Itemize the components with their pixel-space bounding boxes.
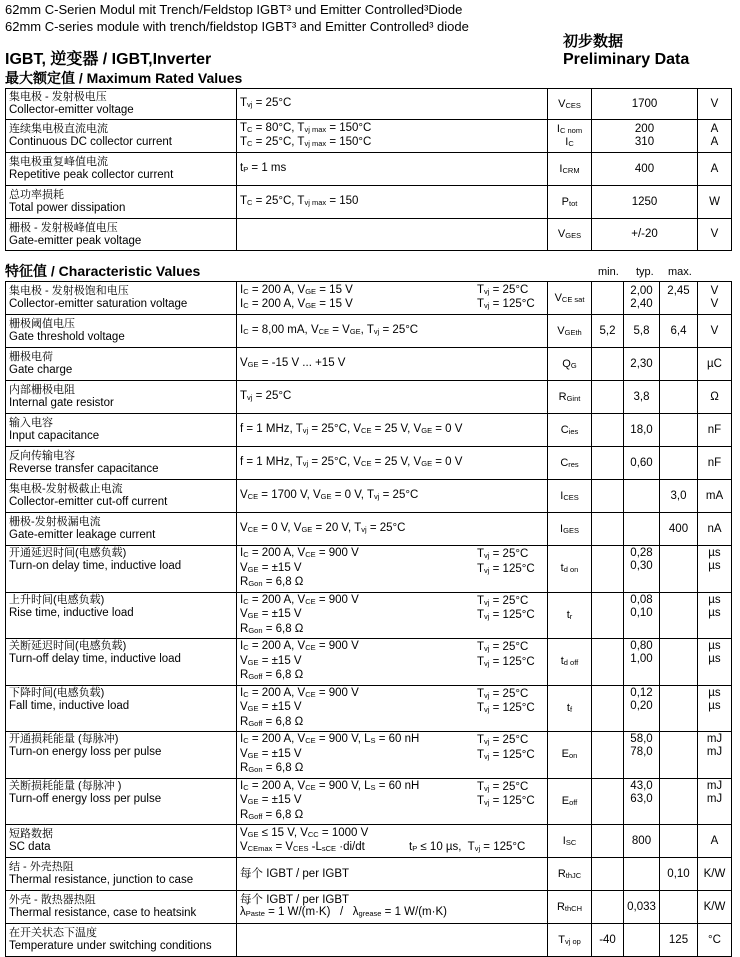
param-unit: Ω: [698, 381, 732, 414]
param-symbol: $T_{vj op}$: [548, 924, 592, 957]
value-typ: [624, 513, 660, 546]
value-typ: 0,08 0,10: [624, 592, 660, 639]
value-typ: 18,0: [624, 414, 660, 447]
param-description: 集电极 - 发射极饱和电压 Collector-emitter saturation voltage: [6, 282, 237, 315]
param-description: 集电极-发射极截止电流 Collector-emitter cut-off current: [6, 480, 237, 513]
value-min: [592, 858, 624, 891]
value-max: 3,0: [660, 480, 698, 513]
param-description: 下降时间(电感负载) Fall time, inductive load: [6, 685, 237, 732]
test-conditions: $I_C = 200$ A, $V_{CE} = 900$ V, $L_S = 60$ nH $V_{GE} = \pm 15$ V $R_{Goff} = 6,8$ Ω $T_{vj} = 25^\circ C$ $T_{vj} = 125^\circ C$: [237, 778, 548, 825]
param-unit: mA: [698, 480, 732, 513]
section-title: IGBT, 逆变器 / IGBT,Inverter: [5, 51, 212, 68]
value-max: [660, 546, 698, 593]
param-description: 关断损耗能量 (每脉冲 ) Turn-off energy loss per pulse: [6, 778, 237, 825]
param-unit: nA: [698, 513, 732, 546]
value-typ: 0,80 1,00: [624, 639, 660, 686]
characteristic-title: 特征值 / Characteristic Values: [5, 263, 201, 279]
table-row: [6, 447, 732, 480]
param-description: 短路数据 SC data: [6, 825, 237, 858]
max-header: max.: [668, 266, 692, 278]
table-row: [6, 219, 732, 251]
value-min: [592, 546, 624, 593]
value-typ: 0,60: [624, 447, 660, 480]
value-typ: 43,0 63,0: [624, 778, 660, 825]
test-conditions: $I_C = 200$ A, $V_{CE} = 900$ V $V_{GE} = \pm 15$ V $R_{Gon} = 6,8$ Ω $T_{vj} = 25^\circ C$ $T_{vj} = 125^\circ C$: [237, 592, 548, 639]
value-min: [592, 381, 624, 414]
test-conditions: $V_{GE} \le 15$ V, $V_{CC} = 1000$ V $V_{CEmax} = V_{CES}$ $-L_{sCE} \cdot di/dt$ $t_P \le 10$ µs, $T_{vj} = 125^\circ C$: [237, 825, 548, 858]
param-description: 栅极 - 发射极峰值电压 Gate-emitter peak voltage: [6, 219, 237, 251]
value-min: 5,2: [592, 315, 624, 348]
value-typ: [624, 858, 660, 891]
max-rated-title: 最大额定值 / Maximum Rated Values: [5, 70, 243, 86]
value-max: [660, 447, 698, 480]
table-row: [6, 592, 732, 639]
table-row: [6, 153, 732, 186]
value-typ: 0,033: [624, 891, 660, 924]
param-description: 上升时间(电感负载) Rise time, inductive load: [6, 592, 237, 639]
test-conditions: $I_C = 200$ A, $V_{CE} = 900$ V, $L_S = 60$ nH $V_{GE} = \pm 15$ V $R_{Gon} = 6,8$ Ω $T_{vj} = 25^\circ C$ $T_{vj} = 125^\circ C$: [237, 732, 548, 779]
param-description: 开通损耗能量 (每脉冲) Turn-on energy loss per pulse: [6, 732, 237, 779]
table-row: [6, 120, 732, 153]
param-unit: µs µs: [698, 639, 732, 686]
param-unit: nF: [698, 447, 732, 480]
value-min: [592, 639, 624, 686]
param-description: 栅极-发射极漏电流 Gate-emitter leakage current: [6, 513, 237, 546]
value-typ: 0,12 0,20: [624, 685, 660, 732]
param-description: 结 - 外壳热阻 Thermal resistance, junction to case: [6, 858, 237, 891]
document-header: [5, 1, 469, 35]
test-conditions: [237, 219, 548, 251]
value-min: [592, 825, 624, 858]
value-max: 125: [660, 924, 698, 957]
param-symbol: $C_{res}$: [548, 447, 592, 480]
param-symbol: $Q_G$: [548, 348, 592, 381]
param-unit: V: [698, 89, 732, 120]
param-description: 连续集电极直流电流 Continuous DC collector current: [6, 120, 237, 153]
value-min: [592, 414, 624, 447]
characteristic-table: [5, 281, 732, 957]
param-unit: mJ mJ: [698, 732, 732, 779]
param-symbol: $E_{on}$: [548, 732, 592, 779]
table-row: [6, 89, 732, 120]
test-conditions: f = 1 MHz, $T_{vj} = 25^\circ C$, $V_{CE} = 25$ V, $V_{GE} = 0$ V: [237, 447, 548, 480]
param-description: 在开关状态下温度 Temperature under switching conditions: [6, 924, 237, 957]
value-max: [660, 825, 698, 858]
value-typ: 3,8: [624, 381, 660, 414]
value-typ: [624, 480, 660, 513]
param-symbol: $t_f$: [548, 685, 592, 732]
value-typ: 800: [624, 825, 660, 858]
max-rated-table: [5, 88, 732, 251]
value-typ: 2,00 2,40: [624, 282, 660, 315]
test-conditions: $I_C = 200$ A, $V_{CE} = 900$ V $V_{GE} = \pm 15$ V $R_{Gon} = 6,8$ Ω $T_{vj} = 25^\circ C$ $T_{vj} = 125^\circ C$: [237, 546, 548, 593]
param-value: 200 310: [592, 120, 698, 153]
param-symbol: $E_{off}$: [548, 778, 592, 825]
param-unit: °C: [698, 924, 732, 957]
param-description: 总功率损耗 Total power dissipation: [6, 186, 237, 219]
table-row: [6, 732, 732, 779]
param-symbol: $I_{GES}$: [548, 513, 592, 546]
value-max: [660, 381, 698, 414]
test-conditions: $T_{vj} = 25^\circ C$: [237, 89, 548, 120]
param-unit: mJ mJ: [698, 778, 732, 825]
value-max: 2,45: [660, 282, 698, 315]
value-max: 6,4: [660, 315, 698, 348]
param-description: 内部栅极电阻 Internal gate resistor: [6, 381, 237, 414]
param-description: 开通延迟时间(电感负载) Turn-on delay time, inductive load: [6, 546, 237, 593]
value-typ: 5,8: [624, 315, 660, 348]
param-symbol: $t_{d off}$: [548, 639, 592, 686]
header-line-de: 62mm C-Serien Modul mit Trench/Feldstop IGBT³ und Emitter Controlled³Diode: [5, 2, 463, 17]
param-unit: µC: [698, 348, 732, 381]
table-row: [6, 639, 732, 686]
test-conditions: 每个 IGBT / per IGBT: [237, 858, 548, 891]
param-unit: A A: [698, 120, 732, 153]
table-row: [6, 186, 732, 219]
param-symbol: $R_{thCH}$: [548, 891, 592, 924]
test-conditions: $I_C = 200$ A, $V_{CE} = 900$ V $V_{GE} = \pm 15$ V $R_{Goff} = 6,8$ Ω $T_{vj} = 25^\circ C$ $T_{vj} = 125^\circ C$: [237, 685, 548, 732]
test-conditions: 每个 IGBT / per IGBT $\lambda_{Paste} = 1$ $W/(m\cdot K) / \lambda_{grease} = 1$ W/(m·K): [237, 891, 548, 924]
param-value: +/-20: [592, 219, 698, 251]
value-max: [660, 685, 698, 732]
typ-header: typ.: [636, 266, 654, 278]
table-row: [6, 513, 732, 546]
test-conditions: $T_C = 80^\circ C$, $T_{vj max} = 150^\circ C$ $T_C = 25^\circ C$, $T_{vj max} = 150^\circ C$: [237, 120, 548, 153]
value-max: [660, 414, 698, 447]
param-symbol: $I_{CES}$: [548, 480, 592, 513]
param-symbol: $I_{CRM}$: [548, 153, 592, 186]
param-unit: nF: [698, 414, 732, 447]
param-unit: K/W: [698, 858, 732, 891]
param-symbol: $V_{CE sat}$: [548, 282, 592, 315]
value-max: 0,10: [660, 858, 698, 891]
param-symbol: $I_{SC}$: [548, 825, 592, 858]
value-min: [592, 732, 624, 779]
param-description: 栅极阈值电压 Gate threshold voltage: [6, 315, 237, 348]
value-max: [660, 639, 698, 686]
test-conditions: f = 1 MHz, $T_{vj} = 25^\circ C$, $V_{CE} = 25$ V, $V_{GE} = 0$ V: [237, 414, 548, 447]
value-min: [592, 348, 624, 381]
header-line-en: 62mm C-series module with trench/fieldstop IGBT³ and Emitter Controlled³ diode: [5, 19, 469, 34]
table-row: [6, 381, 732, 414]
param-unit: µs µs: [698, 685, 732, 732]
value-max: [660, 778, 698, 825]
value-min: [592, 592, 624, 639]
param-description: 输入电容 Input capacitance: [6, 414, 237, 447]
table-row: [6, 315, 732, 348]
value-min: [592, 447, 624, 480]
param-symbol: $V_{GES}$: [548, 219, 592, 251]
table-row: [6, 348, 732, 381]
param-description: 集电极重复峰值电流 Repetitive peak collector current: [6, 153, 237, 186]
value-min: [592, 480, 624, 513]
value-min: [592, 685, 624, 732]
test-conditions: $I_C = 200$ A, $V_{CE} = 900$ V $V_{GE} = \pm 15$ V $R_{Goff} = 6,8$ Ω $T_{vj} = 25^\circ C$ $T_{vj} = 125^\circ C$: [237, 639, 548, 686]
param-description: 外壳 - 散热器热阻 Thermal resistance, case to heatsink: [6, 891, 237, 924]
value-max: [660, 592, 698, 639]
param-symbol: $V_{CES}$: [548, 89, 592, 120]
value-max: 400: [660, 513, 698, 546]
value-typ: [624, 924, 660, 957]
table-row: [6, 778, 732, 825]
value-max: [660, 348, 698, 381]
table-row: [6, 546, 732, 593]
test-conditions: $I_C = 8,00$ mA, $V_{CE} = V_{GE}$, $T_{vj} = 25^\circ C$: [237, 315, 548, 348]
param-symbol: $C_{ies}$: [548, 414, 592, 447]
param-symbol: $t_{d on}$: [548, 546, 592, 593]
test-conditions: $I_C = 200$ A, $V_{GE} = 15$ V $I_C = 200$ A, $V_{GE} = 15$ V $T_{vj} = 25^\circ C$ $T_{vj} = 125^\circ C$: [237, 282, 548, 315]
param-value: 400: [592, 153, 698, 186]
param-symbol: $R_{thJC}$: [548, 858, 592, 891]
table-row: [6, 685, 732, 732]
param-unit: V V: [698, 282, 732, 315]
min-header: min.: [598, 266, 619, 278]
table-row: [6, 891, 732, 924]
value-min: [592, 513, 624, 546]
param-description: 栅极电荷 Gate charge: [6, 348, 237, 381]
table-row: [6, 480, 732, 513]
value-min: [592, 778, 624, 825]
value-min: -40: [592, 924, 624, 957]
table-row: [6, 825, 732, 858]
value-min: [592, 891, 624, 924]
param-unit: V: [698, 315, 732, 348]
param-value: 1700: [592, 89, 698, 120]
param-unit: µs µs: [698, 546, 732, 593]
param-symbol: $P_{tot}$: [548, 186, 592, 219]
test-conditions: $t_P = 1$ ms: [237, 153, 548, 186]
value-min: [592, 282, 624, 315]
param-symbol: $V_{GEth}$: [548, 315, 592, 348]
value-typ: 58,0 78,0: [624, 732, 660, 779]
param-description: 集电极 - 发射极电压 Collector-emitter voltage: [6, 89, 237, 120]
param-unit: V: [698, 219, 732, 251]
param-symbol: $I_{C nom}$ $I_C$: [548, 120, 592, 153]
prelim-chinese: 初步数据: [563, 33, 624, 50]
table-row: [6, 414, 732, 447]
param-value: 1250: [592, 186, 698, 219]
value-max: [660, 891, 698, 924]
param-unit: µs µs: [698, 592, 732, 639]
param-unit: K/W: [698, 891, 732, 924]
value-typ: 0,28 0,30: [624, 546, 660, 593]
value-max: [660, 732, 698, 779]
param-symbol: $R_{Gint}$: [548, 381, 592, 414]
param-unit: A: [698, 153, 732, 186]
test-conditions: $V_{GE} = -15$ V ... +15 V: [237, 348, 548, 381]
value-typ: 2,30: [624, 348, 660, 381]
table-row: [6, 924, 732, 957]
test-conditions: $T_C = 25^\circ C$, $T_{vj max} = 150$: [237, 186, 548, 219]
test-conditions: $V_{CE} = 0$ V, $V_{GE} = 20$ V, $T_{vj} = 25^\circ C$: [237, 513, 548, 546]
table-row: [6, 282, 732, 315]
param-symbol: $t_r$: [548, 592, 592, 639]
test-conditions: $T_{vj} = 25^\circ C$: [237, 381, 548, 414]
table-row: [6, 858, 732, 891]
param-unit: W: [698, 186, 732, 219]
param-description: 关断延迟时间(电感负载) Turn-off delay time, inductive load: [6, 639, 237, 686]
param-unit: A: [698, 825, 732, 858]
test-conditions: [237, 924, 548, 957]
test-conditions: $V_{CE} = 1700$ V, $V_{GE} = 0$ V, $T_{vj} = 25^\circ C$: [237, 480, 548, 513]
prelim-label: Preliminary Data: [563, 51, 690, 68]
param-description: 反向传输电容 Reverse transfer capacitance: [6, 447, 237, 480]
